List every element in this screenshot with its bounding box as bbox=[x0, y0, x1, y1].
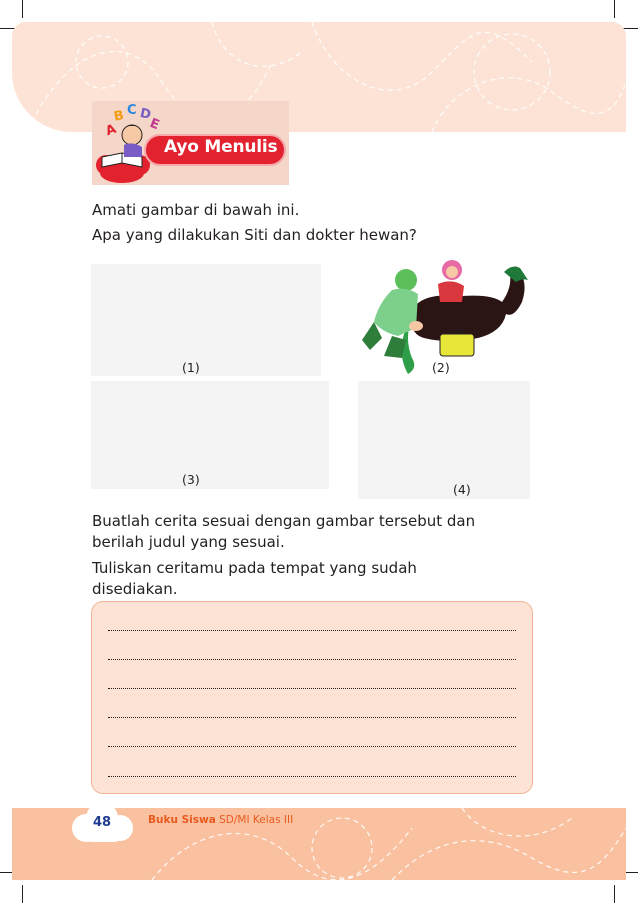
task-line-4: disediakan. bbox=[92, 580, 178, 598]
section-banner bbox=[92, 101, 289, 185]
picture-panel-1 bbox=[91, 264, 321, 376]
alphabet-letter-c: C bbox=[127, 103, 137, 118]
picture-panel-3 bbox=[91, 381, 329, 489]
book-title: Buku Siswa bbox=[148, 814, 216, 826]
writing-line[interactable] bbox=[108, 746, 516, 747]
writing-line[interactable] bbox=[108, 717, 516, 718]
crop-mark bbox=[614, 0, 615, 18]
alphabet-letter-d: D bbox=[138, 106, 153, 123]
alphabet-letter-e: E bbox=[147, 115, 162, 134]
instruction-line-2: Apa yang dilakukan Siti dan dokter hewan? bbox=[92, 226, 417, 244]
crop-mark bbox=[22, 0, 23, 18]
crop-mark bbox=[614, 885, 615, 903]
instruction-line-1: Amati gambar di bawah ini. bbox=[92, 201, 300, 219]
section-title: Ayo Menulis bbox=[164, 137, 278, 157]
writing-line[interactable] bbox=[108, 659, 516, 660]
picture-caption-4: (4) bbox=[453, 482, 471, 497]
crop-mark bbox=[22, 885, 23, 903]
alphabet-letter-b: B bbox=[112, 108, 126, 125]
picture-caption-3: (3) bbox=[182, 472, 200, 487]
picture-caption-2: (2) bbox=[432, 360, 450, 375]
page-number: 48 bbox=[92, 815, 112, 830]
writing-line[interactable] bbox=[108, 688, 516, 689]
book-label bbox=[148, 814, 293, 826]
writing-line[interactable] bbox=[108, 630, 516, 631]
alphabet-letter-a: A bbox=[103, 121, 119, 140]
writing-line[interactable] bbox=[108, 776, 516, 777]
book-subtitle: SD/MI Kelas III bbox=[219, 814, 294, 826]
picture-caption-1: (1) bbox=[182, 360, 200, 375]
task-line-3: Tuliskan ceritamu pada tempat yang sudah bbox=[92, 559, 417, 577]
picture-panel-4 bbox=[358, 381, 530, 499]
task-line-2: berilah judul yang sesuai. bbox=[92, 533, 285, 551]
task-line-1: Buatlah cerita sesuai dengan gambar tersebut dan bbox=[92, 512, 476, 530]
